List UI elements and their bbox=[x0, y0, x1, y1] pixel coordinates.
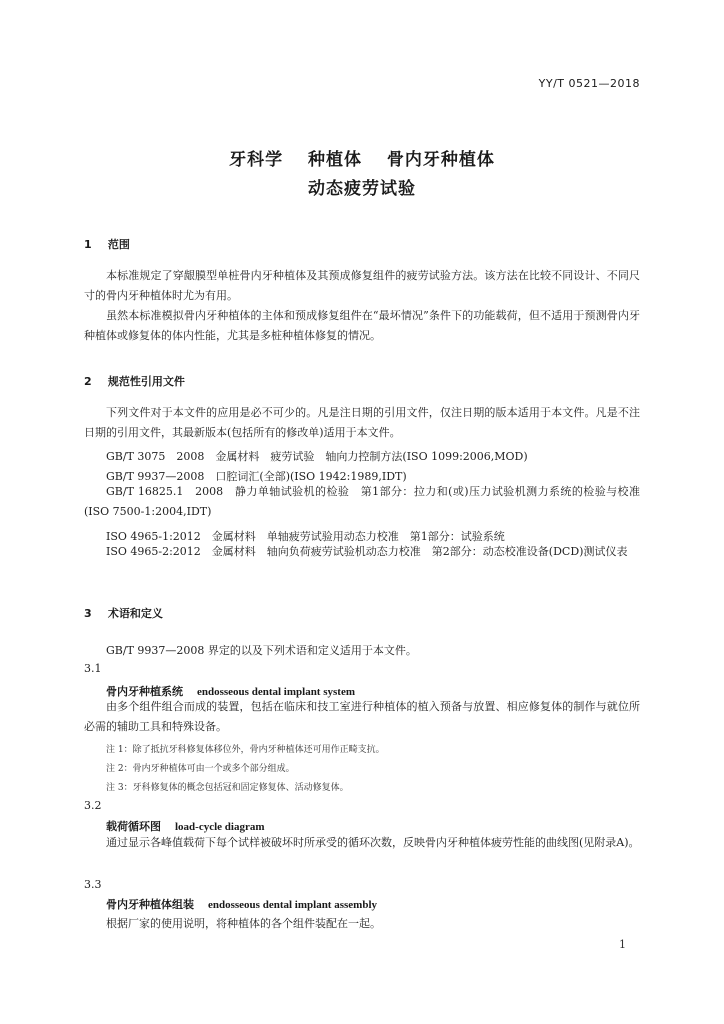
section-title: 规范性引用文件 bbox=[107, 375, 185, 388]
term-heading bbox=[106, 818, 265, 834]
section-2-heading bbox=[84, 373, 185, 389]
section-number: 3 bbox=[84, 607, 92, 620]
reference-item: ISO 4965-1:2012 金属材料 单轴疲劳试验用动态力校准 第1部分：试验系统 bbox=[106, 530, 505, 543]
title-part-1: 牙科学 bbox=[229, 150, 284, 170]
term-chinese: 骨内牙种植体组装 bbox=[106, 898, 194, 911]
clause-number: 3.2 bbox=[84, 799, 102, 812]
term-chinese: 载荷循环图 bbox=[106, 820, 161, 833]
reference-item: GB/T 16825.1 2008 静力单轴试验机的检验 第1部分：拉力和(或)压力试验机测力系统的检验与校准(ISO 7500-1:2004,IDT) bbox=[84, 485, 640, 518]
section-title: 术语和定义 bbox=[107, 607, 163, 620]
reference-item: GB/T 9937—2008 口腔词汇(全部)(ISO 1942:1989,IDT) bbox=[106, 470, 407, 483]
section-number: 1 bbox=[84, 238, 92, 251]
reference-item: ISO 4965-2:2012 金属材料 轴向负荷疲劳试验机动态力校准 第2部分：动态校准设备(DCD)测试仪表 bbox=[106, 545, 628, 558]
document-title-line1 bbox=[0, 145, 724, 170]
scope-paragraph-1: 本标准规定了穿龈膜型单桩骨内牙种植体及其预成修复组件的疲劳试验方法。该方法在比较不同设计、不同尺寸的骨内牙种植体时尤为有用。 bbox=[84, 269, 640, 302]
section-3-heading bbox=[84, 605, 163, 621]
section-title: 范围 bbox=[107, 238, 130, 251]
term-english: load-cycle diagram bbox=[175, 821, 265, 833]
section-1-heading bbox=[84, 236, 130, 252]
section-number: 2 bbox=[84, 375, 92, 388]
document-title-line2: 动态疲劳试验 bbox=[308, 179, 416, 199]
note-item: 注 3：牙科修复体的概念包括冠和固定修复体、活动修复体。 bbox=[106, 783, 349, 793]
term-definition: 由多个组件组合而成的装置，包括在临床和技工室进行种植体的植入预备与放置、相应修复体的制作与就位所必需的辅助工具和特殊设备。 bbox=[84, 700, 640, 733]
term-chinese: 骨内牙种植系统 bbox=[106, 685, 183, 698]
note-item: 注 2：骨内牙种植体可由一个或多个部分组成。 bbox=[106, 764, 295, 774]
references-intro: 下列文件对于本文件的应用是必不可少的。凡是注日期的引用文件，仅注日期的版本适用于本文件。凡是不注日期的引用文件，其最新版本(包括所有的修改单)适用于本文件。 bbox=[84, 406, 640, 439]
term-definition: 通过显示各峰值载荷下每个试样被破坏时所承受的循环次数，反映骨内牙种植体疲劳性能的曲线图(见附录A)。 bbox=[106, 836, 640, 849]
reference-item: GB/T 3075 2008 金属材料 疲劳试验 轴向力控制方法(ISO 1099:2006,MOD) bbox=[106, 450, 528, 463]
term-heading bbox=[106, 896, 377, 912]
term-definition: 根据厂家的使用说明，将种植体的各个组件装配在一起。 bbox=[106, 917, 381, 930]
title-part-3: 骨内牙种植体 bbox=[386, 150, 495, 170]
term-english: endosseous dental implant assembly bbox=[208, 899, 378, 911]
standard-code: YY/T 0521—2018 bbox=[538, 77, 640, 90]
term-english: endosseous dental implant system bbox=[197, 686, 355, 698]
terms-intro: GB/T 9937—2008 界定的以及下列术语和定义适用于本文件。 bbox=[106, 644, 417, 657]
clause-number: 3.1 bbox=[84, 662, 102, 675]
scope-paragraph-2: 虽然本标准模拟骨内牙种植体的主体和预成修复组件在“最坏情况”条件下的功能载荷，但不适用于预测骨内牙种植体或修复体的体内性能，尤其是多桩种植体修复的情况。 bbox=[84, 309, 640, 342]
clause-number: 3.3 bbox=[84, 878, 102, 891]
title-part-2: 种植体 bbox=[308, 150, 362, 170]
page-number: 1 bbox=[619, 938, 626, 951]
note-item: 注 1：除了抵抗牙科修复体移位外，骨内牙种植体还可用作正畸支抗。 bbox=[106, 745, 385, 755]
